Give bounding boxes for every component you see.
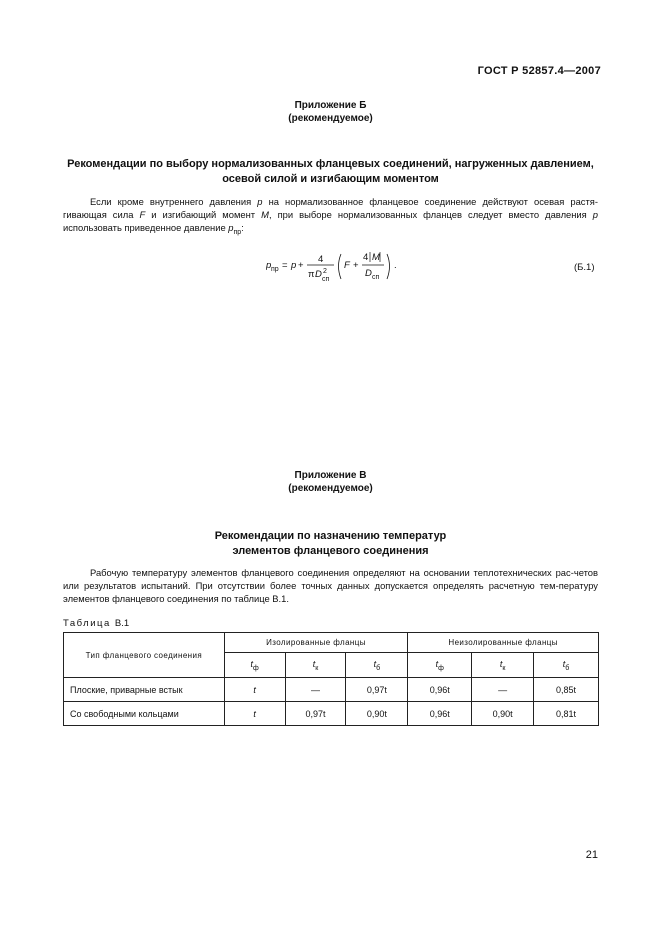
subheader-cell: $t_б$ xyxy=(346,653,408,678)
table-row xyxy=(64,678,599,702)
table-cell: — xyxy=(472,678,534,702)
table-row xyxy=(64,702,599,726)
table-cell: — xyxy=(285,678,346,702)
annex-b-heading-line1: Рекомендации по выбору нормализованных фланцевых соединений, нагруженных давлением, xyxy=(67,158,594,170)
svg-text:D: D xyxy=(315,269,322,280)
annex-b-heading-line2: осевой силой и изгибающим моментом xyxy=(222,173,439,185)
annex-v-heading-line1: Рекомендации по назначению температур xyxy=(214,530,447,542)
svg-text:p: p xyxy=(266,260,272,271)
subheader-cell: $t_ф$ xyxy=(408,653,472,678)
table-cell: 0,90t xyxy=(472,702,534,726)
table-cell: 0,97t xyxy=(346,678,408,702)
table-cell: t xyxy=(224,702,285,726)
table-cell: 0,81t xyxy=(534,702,599,726)
svg-text:π: π xyxy=(308,269,315,280)
table-caption: Таблица В.1 xyxy=(63,618,130,629)
subheader-cell: $t_б$ xyxy=(534,653,599,678)
svg-text:D: D xyxy=(365,268,372,279)
table-cell: 0,85t xyxy=(534,678,599,702)
formula-number: (Б.1) xyxy=(574,262,595,273)
svg-text:4: 4 xyxy=(318,254,324,265)
svg-text:пр: пр xyxy=(271,266,279,273)
temperature-table xyxy=(63,632,599,726)
annex-v-status: (рекомендуемое) xyxy=(288,483,373,494)
svg-text:.: . xyxy=(394,260,397,271)
svg-text:4: 4 xyxy=(363,252,369,263)
col-type-header: Тип фланцевого соединения xyxy=(64,633,225,678)
svg-text:M: M xyxy=(372,252,380,263)
table-cell: 0,90t xyxy=(346,702,408,726)
annex-b-status: (рекомендуемое) xyxy=(288,113,373,124)
annex-v-paragraph: Рабочую температуру элементов фланцевого соединения определяют на основании теплотехнических рас-четов или результатов испытаний. При отсутствии более точных данных допускается определять расчетную тем-пературу элементов фланцевого соединения по таблице В.1. xyxy=(63,567,598,605)
page-number: 21 xyxy=(585,849,598,861)
table-cell: 0,97t xyxy=(285,702,346,726)
svg-text:+: + xyxy=(298,260,304,271)
svg-text:p: p xyxy=(291,260,297,271)
subheader-cell: $t_ф$ xyxy=(224,653,285,678)
svg-text:+: + xyxy=(353,260,359,271)
group-insulated-header: Изолированные фланцы xyxy=(224,633,408,653)
annex-v-heading-line2: элементов фланцевого соединения xyxy=(232,545,429,557)
subheader-cell: $t_к$ xyxy=(285,653,346,678)
table-cell: t xyxy=(224,678,285,702)
svg-text:=: = xyxy=(282,260,288,271)
annex-b-paragraph: Если кроме внутреннего давления p на нормализованное фланцевое соединение действуют осевая растя-гивающая сила F и изгибающий момент M, при выборе нормализованных фланцев следует вместо давления p использовать приведенное давление $p_{пр}$: xyxy=(63,196,598,237)
annex-v-title: Приложение В xyxy=(294,470,367,481)
annex-b-title: Приложение Б xyxy=(294,100,367,111)
table-cell: 0,96t xyxy=(408,678,472,702)
subheader-cell: $t_к$ xyxy=(472,653,534,678)
svg-text:сп: сп xyxy=(372,274,380,281)
row-type-label: Со свободными кольцами xyxy=(64,702,225,726)
group-non-insulated-header: Неизолированные фланцы xyxy=(408,633,599,653)
svg-text:сп: сп xyxy=(322,276,330,283)
svg-text:F: F xyxy=(344,260,350,271)
standard-header: ГОСТ Р 52857.4—2007 xyxy=(477,65,601,77)
pressure-formula xyxy=(266,251,416,291)
table-cell: 0,96t xyxy=(408,702,472,726)
svg-text:2: 2 xyxy=(323,268,327,275)
row-type-label: Плоские, приварные встык xyxy=(64,678,225,702)
